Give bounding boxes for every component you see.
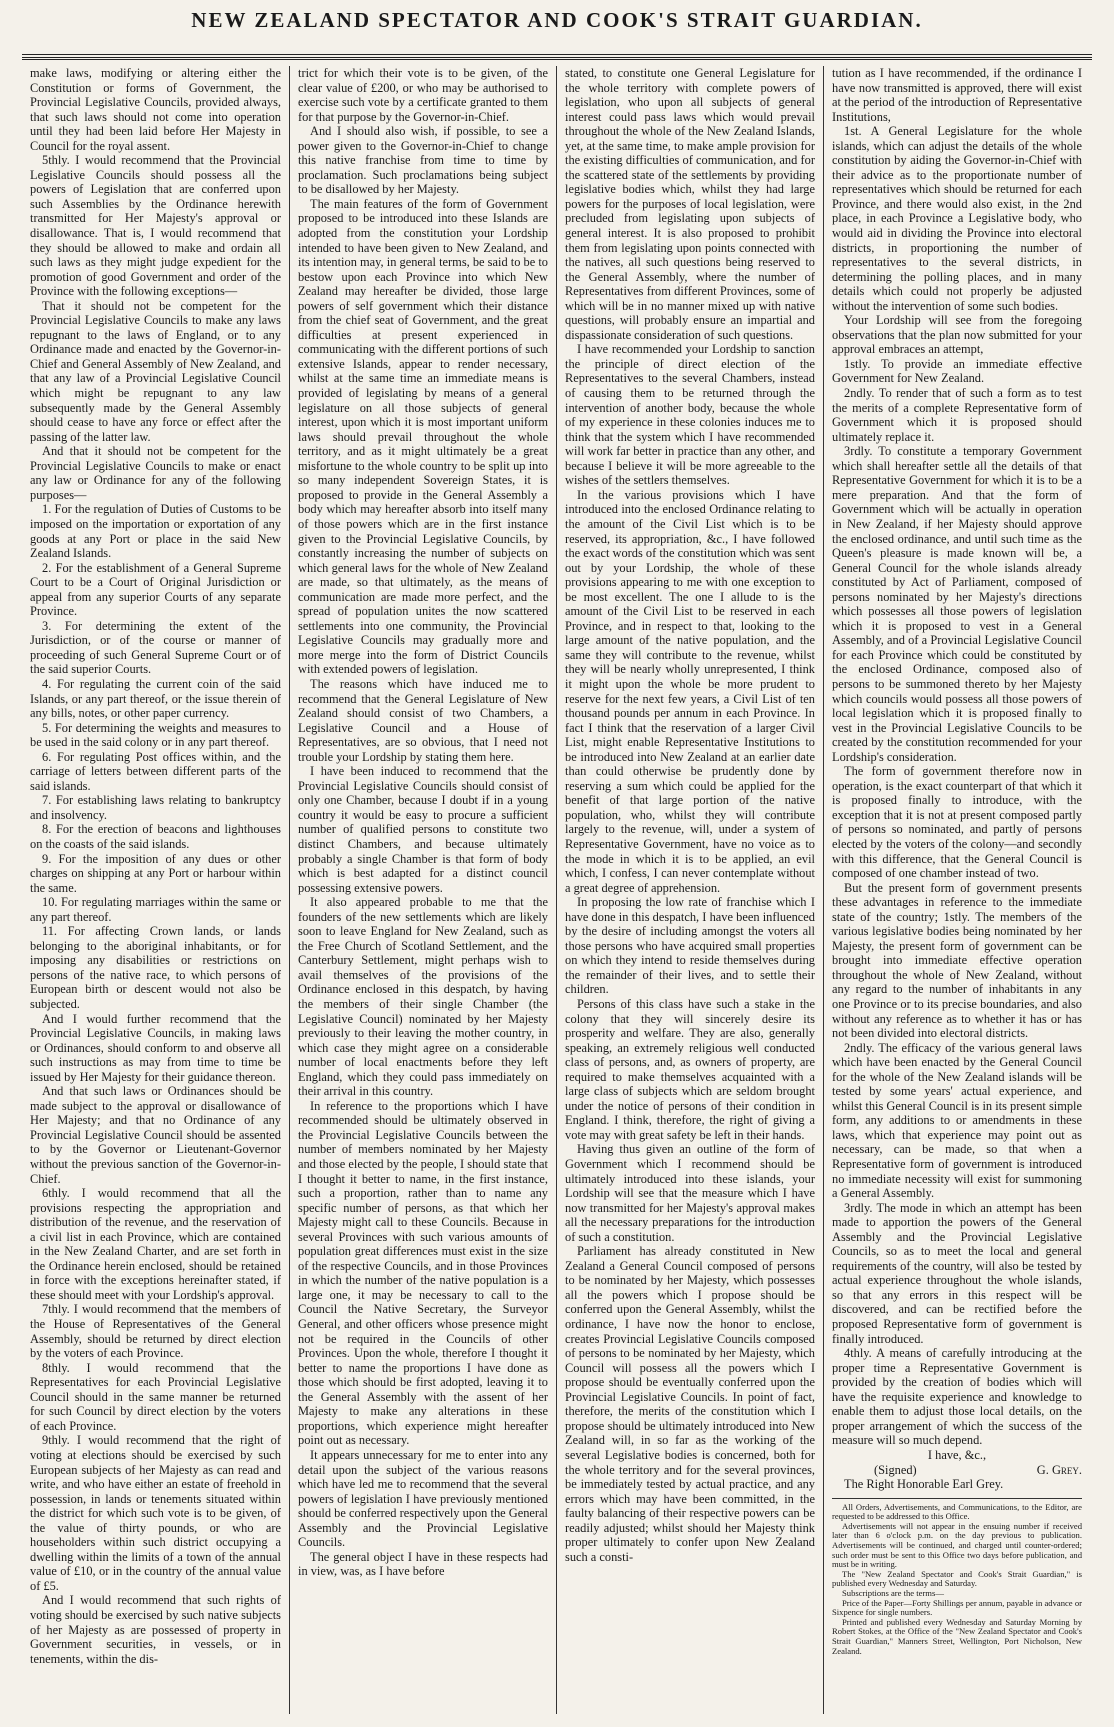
column-2-paragraph: The reasons which have induced me to recommend that the General Legislature of New Zealand should consist of two Chambers, a Legislative Council and a House of Representatives, are so obvious, that I need not trouble your Lordship by stating them here.	[298, 676, 548, 764]
column-3-paragraph: In the various provisions which I have introduced into the enclosed Ordinance relating to the amount of the Civil List which is to be reserved, its appropriation, &c., I have followed the exact words of the constitution which was sent out by your Lordship, the whole of these provisions appearing to me with one exception to be most excellent. The one I allude to is the amount of the Civil List to be reserved in each Province, and in respect to that, looking to the large amount of the native population, and the same they will contribute to the revenue, whilst they will be nearly wholly unrepresented, I think it might upon the whole be more prudent to reserve for the next few years, a Civil List of ten thousand pounds per annum in each Province. In fact I think that the reservation of a larger Civil List, might enable Representative Institutions to be introduced into New Zealand at an earlier date than could otherwise be prudently done by reserving a sum which could be applied for the benefit of that large portion of the native population, who, whilst they will contribute largely to the revenue, will, under a system of Representative Government, have no voice as to the mode in which it is to be applied, an evil which, I confess, I can never contemplate without a great degree of apprehension.	[565, 487, 815, 895]
column-1-paragraph: 6. For regulating Post offices within, and the carriage of letters between different parts of the said islands.	[30, 749, 281, 793]
notice-divider	[832, 1498, 1082, 1499]
column-1-paragraph: And I would further recommend that the Provincial Legislative Councils, in making laws or Ordinances, should conform to and observe all such instructions as may from time to time be issued by Her Majesty for their guidance thereon.	[30, 1011, 281, 1084]
column-1-paragraph: And that such laws or Ordinances should be made subject to the approval or disallowance of Her Majesty; and that no Ordinance of any Provincial Legislative Council should be assented to by the Governor or Lieutenant-Governor without the previous sanction of the Governor-in-Chief.	[30, 1084, 281, 1186]
column-1-paragraph: 1. For the regulation of Duties of Customs to be imposed on the importation or exportation of any goods at any Port or place in the said New Zealand Islands.	[30, 502, 281, 561]
column-1-paragraph: 2. For the establishment of a General Supreme Court to be a Court of Original Jurisdiction or appeal from any superior Courts of any separate Province.	[30, 560, 281, 619]
column-2-paragraph: It also appeared probable to me that the founders of the new settlements which are likely soon to leave England for New Zealand, such as the Free Church of Scotland Settlement, and the Canterbury Settlement, might perhaps wish to avail themselves of the provisions of the Ordinance enclosed in this despatch, by having the members of their single Chamber (the Legislative Council) nominated by her Majesty previously to their leaving the mother country, in which case they might agree on a considerable number of local enactments before they left England, which they could pass immediately on their arrival in this country.	[298, 895, 548, 1099]
column-1-paragraph: 5thly. I would recommend that the Provincial Legislative Councils should possess all the powers of Legislation that are conferred upon such Assemblies by the Ordinance herewith transmitted for Her Majesty's approval or disallowance. That is, I would recommend that they should be allowed to make and ordain all such laws as they might judge expedient for the promotion of good Government and order of the Province with the following exceptions—	[30, 153, 281, 299]
column-4	[823, 66, 1090, 1714]
column-1-paragraph: make laws, modifying or altering either the Constitution or forms of Government, the Provincial Legislative Councils, provided always, that such laws should not come into operation until they had been laid before Her Majesty in Council for the royal assent.	[30, 66, 281, 153]
column-2-paragraph: trict for which their vote is to be given, of the clear value of £200, or who may be authorised to exercise such vote by a certificate granted to them for that purpose by the Governor-in-Chief.	[298, 66, 548, 124]
notice-line: Printed and published every Wednesday and Saturday Morning by Robert Stokes, at the Office of the "New Zealand Spectator and Cook's Strait Guardian," Manners Street, Wellington, Port Nicholson, New Zealand.	[832, 1616, 1082, 1656]
notice-line: Advertisements will not appear in the ensuing number if received later than 6 o'clock p.m. on the day previous to publication. Advertisements will be continued, and charged until counter-ordered; such order must be sent to this Office two days before publication, and must be in writing.	[832, 1520, 1082, 1570]
column-3-paragraph: I have recommended your Lordship to sanction the principle of direct election of the Representatives to the several Chambers, instead of causing them to be returned through the intervention of another body, because the whole of my experience in these colonies induces me to think that the system which I have recommended will work far better in practice than any other, and because I believe it will be more agreeable to the wishes of the settlers themselves.	[565, 342, 815, 488]
signature: G. Grey.	[1036, 1462, 1082, 1477]
signature-row	[832, 1463, 1082, 1478]
column-1-paragraph: 6thly. I would recommend that all the provisions respecting the appropriation and distribution of the revenue, and the reservation of a civil list in each Province, which are contained in the New Zealand Charter, and are set forth in the Ordinance herein enclosed, should be retained in force with the exceptions hereinafter stated, if these should meet with your Lordship's approval.	[30, 1186, 281, 1302]
column-3	[556, 66, 823, 1714]
column-4-paragraph: The form of government therefore now in operation, is the exact counterpart of that which it is proposed finally to introduce, with the exception that it is not at present composed partly of persons so nominated, and partly of persons elected by the voters of the colony—and secondly with this difference, that the General Council is composed of one chamber instead of two.	[832, 764, 1082, 881]
column-4-paragraph: 2ndly. To render that of such a form as to test the merits of a complete Representative form of Government which it is proposed should ultimately replace it.	[832, 386, 1082, 444]
column-3-paragraph: In proposing the low rate of franchise which I have done in this despatch, I have been influenced by the desire of including amongst the voters all those persons who have acquired small properties on which they intend to reside themselves during the remainder of their lives, and to settle their children.	[565, 895, 815, 997]
column-2-paragraph: In reference to the proportions which I have recommended should be ultimately observed in the Provincial Legislative Councils between the number of members nominated by her Majesty and those elected by the people, I should state that I thought it better to name, in the first instance, such a proportion, rather than to name any specific number of persons, as that which her Majesty might call to these Councils. Because in several Provinces with such various amounts of population great differences must exist in the size of the respective Councils, and in those Provinces in which the number of the native population is a large one, it may be necessary to call to the Council the Native Secretary, the Surveyor General, and other officers whose presence might not be required in the Councils of other Provinces. Upon the whole, therefore I thought it better to name the proportions I have done as those which should be first adopted, leaving it to the General Assembly with the assent of her Majesty to make any alterations in these proportions, which experience might hereafter point out as necessary.	[298, 1098, 548, 1448]
columns	[22, 66, 1092, 1714]
column-1-paragraph: 9. For the imposition of any dues or other charges on shipping at any Port or harbour within the same.	[30, 851, 281, 895]
column-4-paragraph: 1st. A General Legislature for the whole islands, which can adjust the details of the whole constitution by aiding the Governor-in-Chief with their advice as to the proportionate number of representatives which should be returned for each Province, and there would also exist, in the 2nd place, in each Province a Legislative body, who would aid in dividing the Province into electoral districts, in proportioning the number of representatives to the several districts, in determining the polling places, and in many details which could not properly be adjusted without the intervention of some such bodies.	[832, 124, 1082, 313]
column-3-paragraph: Persons of this class have such a stake in the colony that they will sincerely desire its prosperity and welfare. They are also, generally speaking, an extremely religious well conducted class of persons, and, as owners of property, are required to make themselves acquainted with a large class of subjects which are seldom brought under the notice of persons of their condition in England. I think, therefore, the right of giving a vote may with great safety be left in their hands.	[565, 997, 815, 1142]
column-3-paragraph: Having thus given an outline of the form of Government which I recommend should be ultimately introduced into these islands, your Lordship will see that the measure which I have now transmitted for her Majesty's approval makes all the necessary preparations for the introduction of such a constitution.	[565, 1142, 815, 1244]
column-3-paragraph: Parliament has already constituted in New Zealand a General Council composed of persons to be nominated by her Majesty, which possesses all the powers which I propose should be conferred upon the General Assembly, whilst the ordinance, I have now the honor to enclose, creates Provincial Legislative Councils composed of persons to be nominated by her Majesty, which Council will possess all the powers which I propose should be eventually conferred upon the Provincial Legislative Councils. In point of fact, therefore, the merits of the constitution which I propose should be ultimately introduced into New Zealand will, in so far as the working of the several Legislative bodies is concerned, both for the whole territory and for the several provinces, be immediately tested by actual practice, and any errors which may have been committed, in the faulty balancing of their respective powers can be readily adjusted; whilst should her Majesty think proper ultimately to confer upon New Zealand such a consti-	[565, 1244, 815, 1564]
column-3-paragraph: stated, to constitute one General Legislature for the whole territory with complete powers of legislation, who upon all subjects of general interest could pass laws which would prevail throughout the whole of the New Zealand Islands, yet, at the same time, to make ample provision for the existing difficulties of communication, and for the scattered state of the settlements by providing legislative bodies which, whilst they had large powers for the purposes of local legislation, were precluded from legislating upon subjects of general interest. It is also proposed to prohibit them from legislating upon points connected with the natives, all such questions being reserved to the General Assembly, where the number of Representatives from different Provinces, some of which will be in no manner mixed up with native questions, will probably ensure an impartial and dispassionate consideration of such questions.	[565, 66, 815, 342]
column-1-paragraph: And I would recommend that such rights of voting should be exercised by such native subjects of her Majesty as are possessed of property in Government securities, in vessels, or in tenements, within the dis-	[30, 1593, 281, 1666]
column-4-paragraph: 4thly. A means of carefully introducing at the proper time a Representative Government is provided by the creation of bodies which will have the requisite experience and knowledge to enable them to adjust those local details, on the proper arrangement of which the success of the measure will so much depend.	[832, 1346, 1082, 1448]
masthead	[0, 8, 1114, 48]
column-2	[289, 66, 556, 1714]
column-2-paragraph: I have been induced to recommend that the Provincial Legislative Councils should consist of only one Chamber, because I doubt if in a young country it would be easy to procure a sufficient number of qualified persons to constitute two distinct Chambers, and because ultimately probably a single Chamber is that form of body which is best adapted for a distinct council possessing extensive powers.	[298, 764, 548, 895]
column-4-paragraph: 3rdly. The mode in which an attempt has been made to apportion the powers of the General Assembly and the Provincial Legislative Councils, so as to meet the local and general requirements of the country, will also be tested by actual experience throughout the whole islands, so that any errors in this respect will be discovered, and can be rectified before the proposed Representative form of government is finally introduced.	[832, 1200, 1082, 1346]
column-2-paragraph: It appears unnecessary for me to enter into any detail upon the subject of the various reasons which have led me to recommend that the several powers of legislation I have previously mentioned should be conferred respectively upon the General Assembly and the Provincial Legislative Councils.	[298, 1447, 548, 1550]
letter-addressee: The Right Honorable Earl Grey.	[844, 1477, 1004, 1492]
notice-line: The "New Zealand Spectator and Cook's Strait Guardian," is published every Wednesday and Saturday.	[832, 1568, 1082, 1589]
column-2-paragraph: The general object I have in these respects had in view, was, as I have before	[298, 1549, 548, 1579]
column-2-paragraph: And I should also wish, if possible, to see a power given to the Governor-in-Chief to change this native franchise from time to time by proclamation. Such proclamations being subject to be disallowed by her Majesty.	[298, 124, 548, 197]
column-1-paragraph: 5. For determining the weights and measures to be used in the said colony or in any part thereof.	[30, 720, 281, 750]
column-1-paragraph: 3. For determining the extent of the Jurisdiction, or of the course or manner of proceeding of such General Supreme Court or of the said superior Courts.	[30, 618, 281, 677]
column-1-paragraph: That it should not be competent for the Provincial Legislative Councils to make any laws repugnant to the laws of England, or to any Ordinance made and enacted by the Governor-in-Chief and General Assembly of New Zealand, and that any law of a Provincial Legislative Council which might be repugnant to any law subsequently made by the General Assembly should cease to have any force or effect after the passing of the latter law.	[30, 298, 281, 444]
signed-label: (Signed)	[874, 1462, 917, 1477]
column-1-paragraph: 7thly. I would recommend that the members of the House of Representatives of the General Assembly, should be returned by direct election by the voters of each Province.	[30, 1302, 281, 1361]
column-1-paragraph: And that it should not be competent for the Provincial Legislative Councils to make or enact any law or Ordinance for any of the following purposes—	[30, 444, 281, 502]
column-1-paragraph: 8. For the erection of beacons and lighthouses on the coasts of the said islands.	[30, 822, 281, 851]
column-1	[22, 66, 289, 1714]
column-4-paragraph: 2ndly. The efficacy of the various general laws which have been enacted by the General Council for the whole of the New Zealand islands will be tested by some years' actual experience, and whilst this General Council is in its present simple form, any additions to or amendments in these laws, which that experience may point out as necessary, can be made, so that when a Representative form of government is introduced no immediate necessity will exist for summoning a General Assembly.	[832, 1040, 1082, 1201]
column-1-paragraph: 9thly. I would recommend that the right of voting at elections should be exercised by such European subjects of her Majesty as can read and write, and who have either an estate of freehold in possession, in lands or tenements situated within the district for which such vote is to be given, of the value of thirty pounds, or who are householders within such district occupying a dwelling within the limits of a town of the annual value of £10, or in the country of the annual value of £5.	[30, 1433, 281, 1593]
notice-line: All Orders, Advertisements, and Communications, to the Editor, are requested to be addressed to this Office.	[832, 1501, 1082, 1522]
column-4-paragraph: Your Lordship will see from the foregoing observations that the plan now submitted for your approval embraces an attempt,	[832, 313, 1082, 357]
column-4-paragraph: 3rdly. To constitute a temporary Government which shall hereafter settle all the details of that Representative Government for which it is to be a mere preparation. And that the form of Government which will be actually in operation in New Zealand, if her Majesty should approve the enclosed ordinance, and until such time as the Queen's pleasure is made known will be, a General Council for the whole islands already constituted by Act of Parliament, composed of persons nominated by her Majesty's directions which possesses all those powers of legislation which it is proposed to vest in a General Assembly, and of a Provincial Legislative Council for each Province which could be constituted by the enclosed Ordinance, composed also of persons to be summoned thereto by her Majesty which councils would possess all those powers of local legislation which it is proposed finally to vest in the Provincial Legislative Councils to be created by the constitution recommended for your Lordship's consideration.	[832, 444, 1082, 764]
column-1-paragraph: 11. For affecting Crown lands, or lands belonging to the aboriginal inhabitants, or for imposing any disabilities or restrictions on persons of the native race, to which persons of European birth or descent would not also be subjected.	[30, 924, 281, 1011]
masthead-double-rule	[22, 57, 1092, 60]
column-2-paragraph: The main features of the form of Government proposed to be introduced into these Islands are adopted from the constitution your Lordship intended to have been given to New Zealand, and its intention may, in general terms, be said to be to bestow upon each Province into which New Zealand may hereafter be divided, those large powers of self government which their distance from the chief seat of Government, and the great difficulties at present experienced in communicating with the different portions of such extensive Islands, appear to render necessary, whilst at the same time an immediate means is provided of legislating by means of a general legislature on all those subjects of general interest, upon which it is most important uniform laws should prevail throughout the whole territory, and as it might ultimately be a great misfortune to the whole country to be split up into so many independent Sovereign States, it is proposed to provide in the General Assembly a body which may hereafter absorb into itself many of those powers which are in the first instance given to the Provincial Legislative Councils, by constantly increasing the number of subjects on which general laws for the whole of New Zealand are made, so that ultimately, as the means of communication are made more perfect, and the spread of population unites the now scattered settlements into one community, the Provincial Legislative Councils may gradually more and more merge into the form of District Councils with extended powers of legislation.	[298, 196, 548, 677]
notice-line: Price of the Paper—Forty Shillings per annum, payable in advance or Sixpence for single numbers.	[832, 1597, 1082, 1618]
column-4-paragraph: But the present form of government presents these advantages in reference to the immediate state of the country; 1stly. The members of the various legislative bodies being nominated by her Majesty, the present form of government can be brought into immediate effective operation throughout the whole of New Zealand, without any regard to the number of inhabitants in any one Province or to its precise boundaries, and also without any reference as to whether it has or has not been divided into electoral districts.	[832, 880, 1082, 1041]
masthead-title: NEW ZEALAND SPECTATOR AND COOK'S STRAIT GUARDIAN.	[191, 8, 923, 32]
column-4-paragraph: 1stly. To provide an immediate effective Government for New Zealand.	[832, 356, 1082, 386]
notice-line: Subscriptions are the terms—	[842, 1587, 944, 1598]
column-1-paragraph: 8thly. I would recommend that the Representatives for each Provincial Legislative Council should in the same manner be returned for such Council by direct election by the voters of each Province.	[30, 1360, 281, 1433]
letter-closing: I have, &c.,	[927, 1447, 987, 1462]
publisher-notice	[832, 1503, 1082, 1657]
column-1-paragraph: 4. For regulating the current coin of the said Islands, or any part thereof, or the issue therein of any bills, notes, or other paper currency.	[30, 676, 281, 721]
masthead-rule	[22, 54, 1092, 55]
column-1-paragraph: 10. For regulating marriages within the same or any part thereof.	[30, 895, 281, 924]
column-4-paragraph: tution as I have recommended, if the ordinance I have now transmitted is approved, there will exist at the period of the introduction of Representative Institutions,	[832, 66, 1082, 124]
column-1-paragraph: 7. For establishing laws relating to bankruptcy and insolvency.	[30, 793, 281, 822]
